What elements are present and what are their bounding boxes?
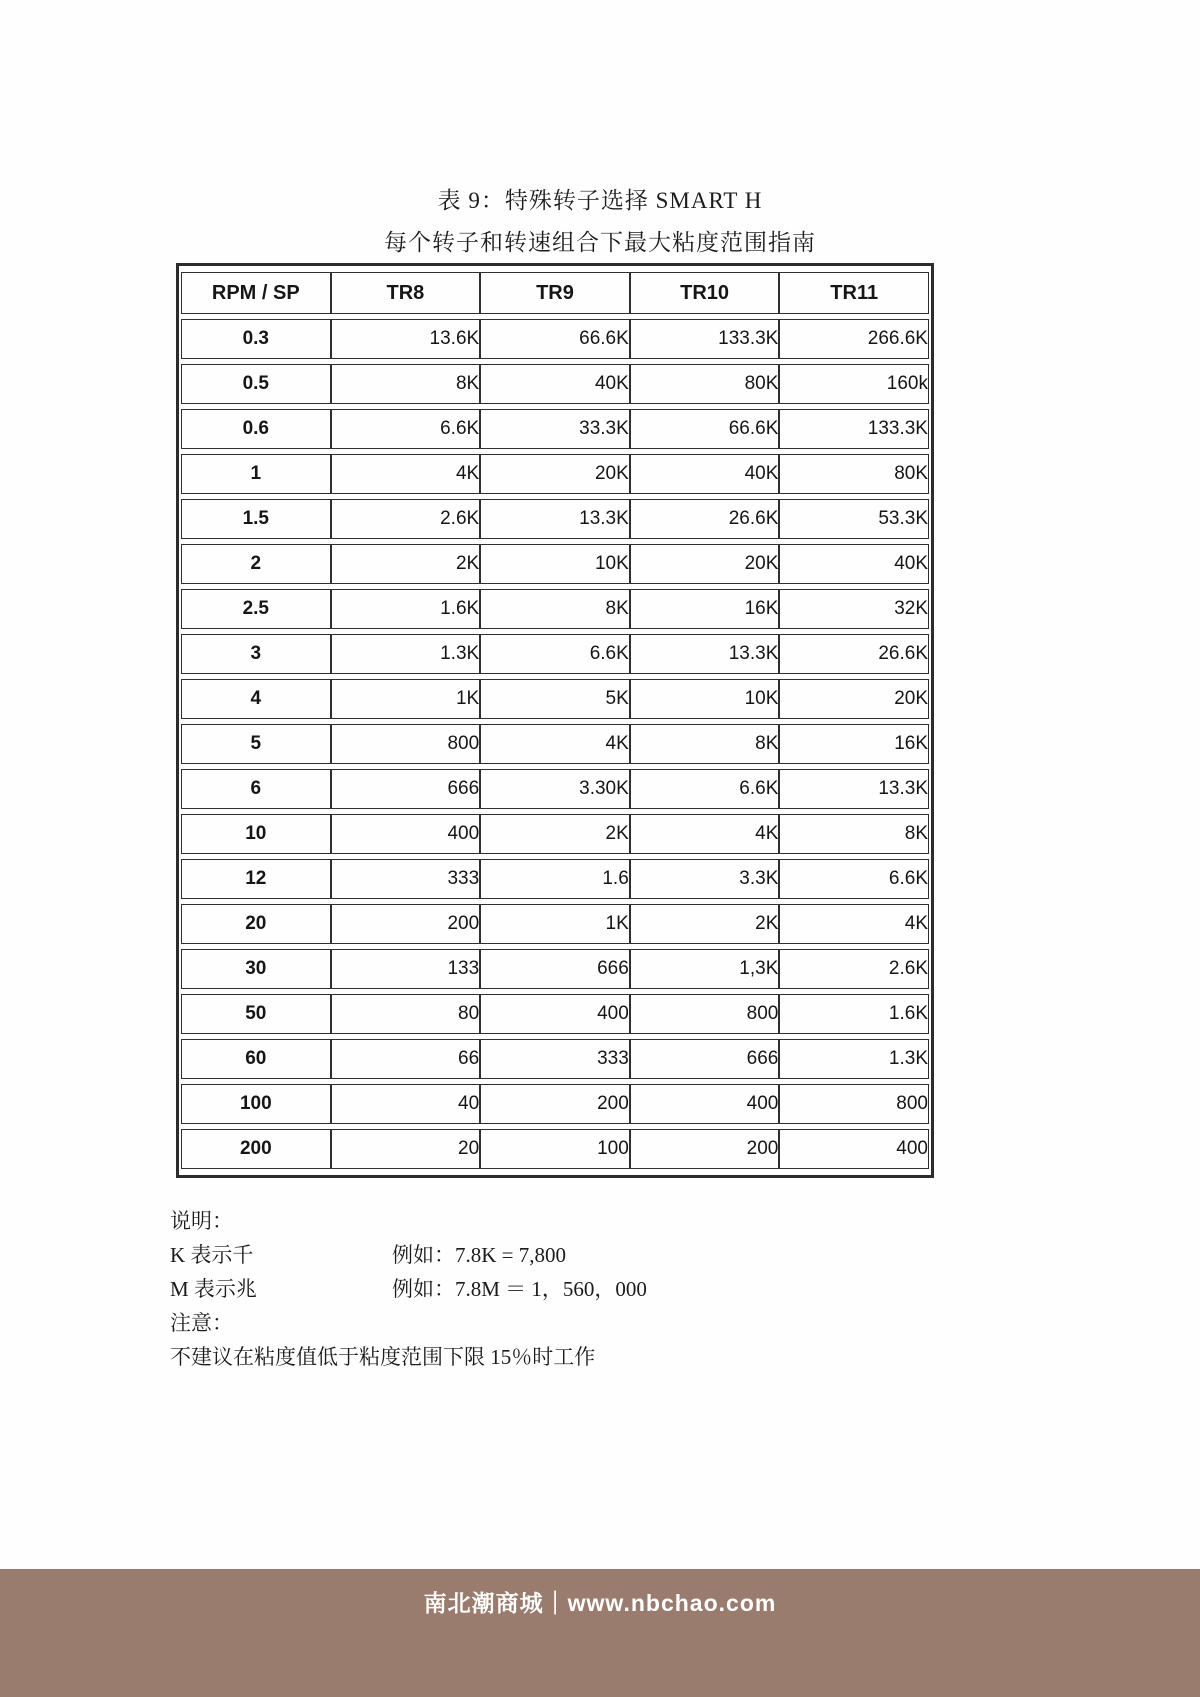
viscosity-value-cell: 8K <box>480 589 630 629</box>
rpm-cell: 1 <box>181 454 331 494</box>
viscosity-value-cell: 40K <box>480 364 630 404</box>
viscosity-value-cell: 1K <box>480 904 630 944</box>
table-row <box>181 814 929 854</box>
viscosity-value-cell: 26.6K <box>630 499 780 539</box>
rpm-cell: 2.5 <box>181 589 331 629</box>
viscosity-value-cell: 1.6 <box>480 859 630 899</box>
rpm-cell: 200 <box>181 1129 331 1169</box>
viscosity-value-cell: 4K <box>480 724 630 764</box>
viscosity-value-cell: 33.3K <box>480 409 630 449</box>
viscosity-value-cell: 800 <box>331 724 481 764</box>
viscosity-value-cell: 666 <box>630 1039 780 1079</box>
viscosity-value-cell: 200 <box>480 1084 630 1124</box>
table-row <box>181 724 929 764</box>
viscosity-value-cell: 13.3K <box>480 499 630 539</box>
viscosity-value-cell: 6.6K <box>779 859 929 899</box>
viscosity-value-cell: 400 <box>630 1084 780 1124</box>
column-header: TR8 <box>331 272 481 314</box>
viscosity-value-cell: 80K <box>779 454 929 494</box>
table-row <box>181 1084 929 1124</box>
table-row <box>181 1129 929 1169</box>
viscosity-value-cell: 20K <box>480 454 630 494</box>
column-header: TR10 <box>630 272 780 314</box>
viscosity-value-cell: 53.3K <box>779 499 929 539</box>
viscosity-value-cell: 800 <box>779 1084 929 1124</box>
rpm-cell: 50 <box>181 994 331 1034</box>
viscosity-value-cell: 200 <box>630 1129 780 1169</box>
viscosity-value-cell: 66.6K <box>480 319 630 359</box>
viscosity-value-cell: 2.6K <box>331 499 481 539</box>
viscosity-table-body <box>181 319 929 1169</box>
viscosity-value-cell: 1.3K <box>331 634 481 674</box>
rpm-cell: 6 <box>181 769 331 809</box>
viscosity-value-cell: 6.6K <box>480 634 630 674</box>
rpm-cell: 12 <box>181 859 331 899</box>
table-row <box>181 859 929 899</box>
viscosity-value-cell: 20K <box>630 544 780 584</box>
table-subtitle: 每个转子和转速组合下最大粘度范围指南 <box>384 230 816 255</box>
viscosity-value-cell: 400 <box>331 814 481 854</box>
column-header: TR11 <box>779 272 929 314</box>
viscosity-value-cell: 4K <box>331 454 481 494</box>
rpm-cell: 4 <box>181 679 331 719</box>
rpm-cell: 0.5 <box>181 364 331 404</box>
rpm-cell: 1.5 <box>181 499 331 539</box>
viscosity-value-cell: 10K <box>480 544 630 584</box>
table-row <box>181 454 929 494</box>
viscosity-value-cell: 333 <box>480 1039 630 1079</box>
viscosity-value-cell: 666 <box>480 949 630 989</box>
viscosity-value-cell: 3.3K <box>630 859 780 899</box>
viscosity-value-cell: 3.30K <box>480 769 630 809</box>
viscosity-value-cell: 80 <box>331 994 481 1034</box>
viscosity-value-cell: 13.3K <box>630 634 780 674</box>
note-m-label: M 表示兆 <box>170 1277 257 1301</box>
attention-text: 不建议在粘度值低于粘度范围下限 15％时工作 <box>170 1345 596 1369</box>
viscosity-table <box>176 263 934 1178</box>
table-row <box>181 634 929 674</box>
footer-bar <box>0 1569 1200 1697</box>
viscosity-value-cell: 66 <box>331 1039 481 1079</box>
note-k-label: K 表示千 <box>170 1243 254 1267</box>
viscosity-value-cell: 1.6K <box>331 589 481 629</box>
viscosity-value-cell: 400 <box>480 994 630 1034</box>
attention-heading: 注意： <box>170 1311 233 1335</box>
viscosity-value-cell: 800 <box>630 994 780 1034</box>
viscosity-value-cell: 133.3K <box>779 409 929 449</box>
viscosity-value-cell: 6.6K <box>331 409 481 449</box>
note-line-k <box>170 1238 647 1272</box>
viscosity-value-cell: 1.3K <box>779 1039 929 1079</box>
viscosity-value-cell: 26.6K <box>779 634 929 674</box>
viscosity-value-cell: 5K <box>480 679 630 719</box>
viscosity-value-cell: 4K <box>630 814 780 854</box>
title-block <box>0 0 1200 257</box>
viscosity-value-cell: 2K <box>331 544 481 584</box>
viscosity-value-cell: 40 <box>331 1084 481 1124</box>
rpm-cell: 60 <box>181 1039 331 1079</box>
viscosity-value-cell: 400 <box>779 1129 929 1169</box>
rpm-cell: 3 <box>181 634 331 674</box>
rpm-cell: 100 <box>181 1084 331 1124</box>
table-row <box>181 544 929 584</box>
viscosity-value-cell: 32K <box>779 589 929 629</box>
rpm-cell: 0.6 <box>181 409 331 449</box>
table-row <box>181 994 929 1034</box>
viscosity-value-cell: 40K <box>779 544 929 584</box>
table-row <box>181 949 929 989</box>
rpm-cell: 10 <box>181 814 331 854</box>
viscosity-value-cell: 1K <box>331 679 481 719</box>
table-title: 表 9：特殊转子选择 SMART H <box>437 188 763 213</box>
viscosity-value-cell: 160k <box>779 364 929 404</box>
table-row <box>181 589 929 629</box>
rpm-cell: 30 <box>181 949 331 989</box>
note-k-example: 例如：7.8K = 7,800 <box>392 1243 567 1267</box>
viscosity-value-cell: 333 <box>331 859 481 899</box>
footer-text: 南北潮商城｜www.nbchao.com <box>423 1590 777 1616</box>
viscosity-value-cell: 200 <box>331 904 481 944</box>
viscosity-value-cell: 10K <box>630 679 780 719</box>
note-m-example: 例如：7.8M ＝ 1，560，000 <box>392 1277 647 1301</box>
viscosity-value-cell: 40K <box>630 454 780 494</box>
table-row <box>181 904 929 944</box>
table-row <box>181 409 929 449</box>
viscosity-value-cell: 1,3K <box>630 949 780 989</box>
viscosity-value-cell: 66.6K <box>630 409 780 449</box>
rpm-cell: 5 <box>181 724 331 764</box>
viscosity-value-cell: 13.6K <box>331 319 481 359</box>
viscosity-value-cell: 20 <box>331 1129 481 1169</box>
rpm-cell: 2 <box>181 544 331 584</box>
rpm-cell: 0.3 <box>181 319 331 359</box>
notes-heading: 说明： <box>170 1209 233 1233</box>
viscosity-value-cell: 4K <box>779 904 929 944</box>
notes-section <box>170 1204 647 1374</box>
viscosity-value-cell: 6.6K <box>630 769 780 809</box>
viscosity-value-cell: 1.6K <box>779 994 929 1034</box>
viscosity-value-cell: 16K <box>630 589 780 629</box>
viscosity-value-cell: 2.6K <box>779 949 929 989</box>
viscosity-value-cell: 666 <box>331 769 481 809</box>
viscosity-value-cell: 13.3K <box>779 769 929 809</box>
table-row <box>181 1039 929 1079</box>
viscosity-value-cell: 100 <box>480 1129 630 1169</box>
viscosity-value-cell: 8K <box>331 364 481 404</box>
viscosity-value-cell: 2K <box>480 814 630 854</box>
table-header-row <box>181 272 929 314</box>
note-line-m <box>170 1272 647 1306</box>
viscosity-value-cell: 133 <box>331 949 481 989</box>
table-row <box>181 499 929 539</box>
table-row <box>181 364 929 404</box>
viscosity-value-cell: 266.6K <box>779 319 929 359</box>
viscosity-value-cell: 16K <box>779 724 929 764</box>
table-row <box>181 679 929 719</box>
viscosity-value-cell: 80K <box>630 364 780 404</box>
viscosity-range-table <box>181 267 929 1174</box>
viscosity-value-cell: 2K <box>630 904 780 944</box>
table-row <box>181 319 929 359</box>
viscosity-value-cell: 8K <box>779 814 929 854</box>
viscosity-value-cell: 20K <box>779 679 929 719</box>
column-header: RPM / SP <box>181 272 331 314</box>
column-header: TR9 <box>480 272 630 314</box>
table-row <box>181 769 929 809</box>
viscosity-value-cell: 8K <box>630 724 780 764</box>
viscosity-value-cell: 133.3K <box>630 319 780 359</box>
rpm-cell: 20 <box>181 904 331 944</box>
